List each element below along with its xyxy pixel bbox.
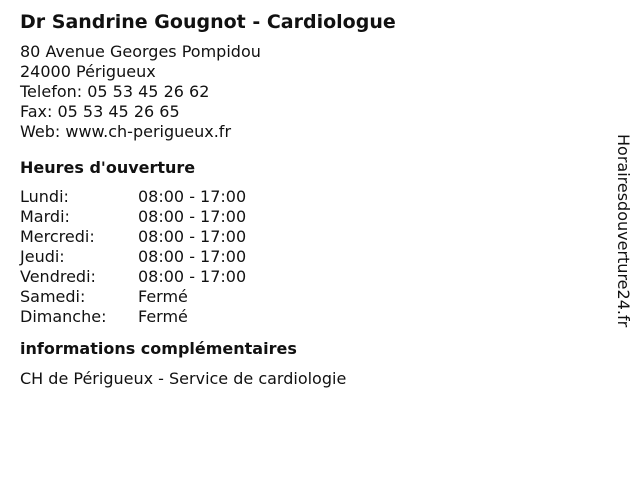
- hours-row-thursday: [20, 247, 246, 267]
- opening-hours-heading: Heures d'ouverture: [20, 158, 196, 177]
- day-hours: 08:00 - 17:00: [138, 227, 247, 246]
- day-label: Jeudi:: [20, 247, 65, 266]
- hours-row-tuesday: [20, 207, 246, 227]
- day-hours: 08:00 - 17:00: [138, 267, 247, 286]
- day-hours: 08:00 - 17:00: [138, 247, 247, 266]
- hours-row-monday: [20, 187, 246, 207]
- opening-hours-table: [20, 187, 246, 327]
- doctor-name: Dr Sandrine Gougnot - Cardiologue: [20, 11, 396, 33]
- hours-row-wednesday: [20, 227, 246, 247]
- hours-row-sunday: [20, 307, 246, 327]
- day-hours: 08:00 - 17:00: [138, 207, 247, 226]
- extra-info-text: CH de Périgueux - Service de cardiologie: [20, 369, 347, 388]
- fax-number: Fax: 05 53 45 26 65: [20, 102, 180, 121]
- hours-row-friday: [20, 267, 246, 287]
- day-label: Lundi:: [20, 187, 69, 206]
- extra-info-heading: informations complémentaires: [20, 339, 297, 358]
- day-label: Dimanche:: [20, 307, 107, 326]
- hours-row-saturday: [20, 287, 246, 307]
- day-hours: Fermé: [138, 307, 188, 326]
- day-label: Mardi:: [20, 207, 70, 226]
- phone-number: Telefon: 05 53 45 26 62: [20, 82, 210, 101]
- address-street: 80 Avenue Georges Pompidou: [20, 42, 261, 61]
- address-city: 24000 Périgueux: [20, 62, 156, 81]
- website-link[interactable]: Web: www.ch-perigueux.fr: [20, 122, 232, 141]
- day-hours: 08:00 - 17:00: [138, 187, 247, 206]
- day-label: Mercredi:: [20, 227, 95, 246]
- day-hours: Fermé: [138, 287, 188, 306]
- doctor-card: [20, 10, 600, 389]
- day-label: Vendredi:: [20, 267, 96, 286]
- site-watermark: Horairesdouverture24.fr: [614, 134, 633, 328]
- day-label: Samedi:: [20, 287, 86, 306]
